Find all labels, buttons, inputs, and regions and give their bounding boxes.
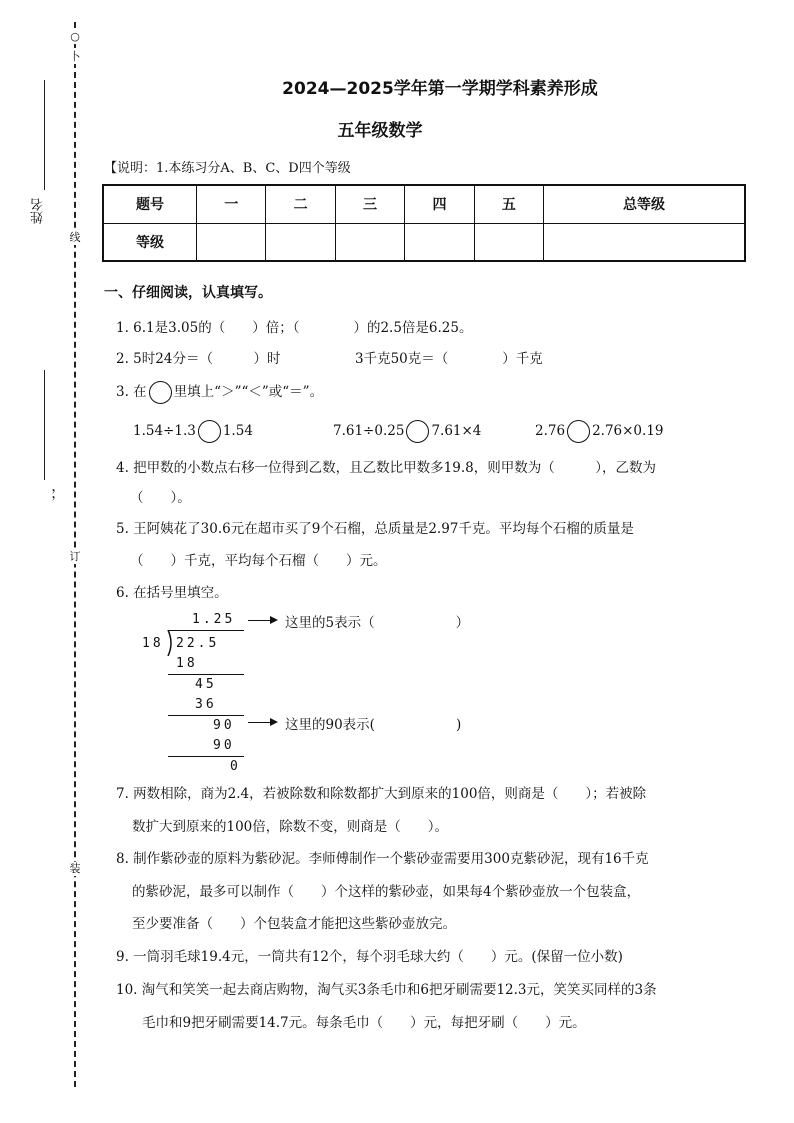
grade-cell[interactable] — [474, 223, 543, 261]
exam-note: 【说明：1.本练习分A、B、C、D四个等级 — [104, 161, 351, 176]
question-3-suffix: 里填上“＞”“＜”或“＝”。 — [173, 384, 324, 400]
question-3 — [116, 380, 323, 404]
division-label-2: 这里的90表示( ) — [285, 717, 462, 733]
grade-cell[interactable] — [335, 223, 404, 261]
compare-answer-circle[interactable] — [567, 420, 590, 443]
grade-table-header-cell: 三 — [335, 185, 404, 223]
compare-left: 2.76 — [535, 423, 566, 439]
compare-answer-circle[interactable] — [198, 420, 221, 443]
student-name-label: 姓名 — [31, 198, 46, 224]
binding-label-xian: 线 — [66, 231, 84, 245]
arrow-right-icon — [248, 722, 276, 723]
question-4-line-1: 4. 把甲数的小数点右移一位得到乙数，且乙数比甲数多19.8，则甲数为（ ），乙数为 — [116, 460, 656, 476]
question-10-line-1: 10. 淘气和笑笑一起去商店购物，淘气买3条毛巾和6把牙刷需要12.3元，笑笑买同样的3条 — [116, 982, 657, 998]
division-quotient: 1.25 — [192, 612, 236, 627]
section-1-title: 一、仔细阅读，认真填写。 — [104, 285, 272, 301]
division-rule — [168, 756, 244, 757]
margin-commas: ，， — [40, 488, 56, 509]
grade-row-label: 等级 — [103, 223, 197, 261]
student-name-line[interactable] — [44, 80, 45, 190]
compare-answer-circle[interactable] — [406, 420, 429, 443]
grade-table-header-cell: 题号 — [103, 185, 197, 223]
compare-item-3 — [535, 420, 664, 443]
division-rule — [168, 674, 244, 675]
arrow-right-icon — [248, 620, 276, 621]
exam-title: 2024—2025学年第一学期学科素养形成 — [282, 79, 598, 99]
division-divisor: 18 — [142, 636, 164, 651]
division-bracket — [164, 630, 176, 656]
grade-cell[interactable] — [544, 223, 745, 261]
compare-right: 7.61×4 — [431, 423, 482, 439]
compare-item-1 — [133, 420, 253, 443]
division-remainder: 0 — [230, 759, 241, 774]
compare-left: 7.61÷0.25 — [333, 423, 405, 439]
student-info-line[interactable] — [44, 370, 45, 480]
compare-right: 2.76×0.19 — [592, 423, 664, 439]
grade-table-header-cell: 一 — [197, 185, 266, 223]
binding-label-ding: 订 — [66, 550, 84, 564]
division-bar — [168, 630, 244, 631]
grade-table-header-cell: 总等级 — [544, 185, 745, 223]
question-8-line-3: 至少要准备（ ）个包装盒才能把这些紫砂壶放完。 — [132, 916, 456, 932]
question-7-line-2: 数扩大到原来的100倍，除数不变，则商是（ ）。 — [132, 819, 449, 835]
grade-cell[interactable] — [405, 223, 474, 261]
compare-item-2 — [333, 420, 481, 443]
grade-cell[interactable] — [266, 223, 335, 261]
question-4-line-2: （ ）。 — [130, 490, 191, 506]
question-7-line-1: 7. 两数相除，商为2.4，若被除数和除数都扩大到原来的100倍，则商是（ ）；若被除 — [116, 786, 647, 802]
question-5-line-1: 5. 王阿姨花了30.6元在超市买了9个石榴，总质量是2.97千克。平均每个石榴的质量是 — [116, 521, 634, 537]
compare-right: 1.54 — [222, 423, 253, 439]
exam-subtitle: 五年级数学 — [337, 121, 423, 141]
question-8-line-2: 的紫砂泥，最多可以制作（ ）个这样的紫砂壶，如果每4个紫砂壶放一个包装盒， — [132, 884, 641, 900]
compare-circle — [149, 381, 172, 404]
binding-mark-second: 卜 — [66, 50, 84, 64]
question-2a: 2. 5时24分＝（ ）时 — [116, 351, 281, 367]
division-label-1: 这里的5表示（ ） — [285, 615, 470, 631]
division-step: 18 — [176, 656, 198, 671]
question-10-line-2: 毛巾和9把牙刷需要14.7元。每条毛巾（ ）元，每把牙刷（ ）元。 — [142, 1015, 586, 1031]
question-5-line-2: （ ）千克，平均每个石榴（ ）元。 — [130, 553, 387, 569]
grade-table-header-cell: 四 — [405, 185, 474, 223]
grade-table-header-cell: 二 — [266, 185, 335, 223]
question-1: 1. 6.1是3.05的（ ）倍；（ ）的2.5倍是6.25。 — [116, 320, 473, 336]
compare-left: 1.54÷1.3 — [133, 423, 196, 439]
grade-table — [102, 184, 746, 262]
grade-table-header-row — [103, 185, 745, 223]
binding-mark-top: ○ — [66, 30, 84, 44]
division-step: 36 — [195, 697, 217, 712]
division-step: 45 — [195, 677, 217, 692]
division-rule — [168, 715, 244, 716]
question-3-prefix: 3. 在 — [116, 384, 147, 400]
question-6: 6. 在括号里填空。 — [116, 585, 228, 601]
division-dividend: 22.5 — [176, 636, 220, 651]
division-step: 90 — [213, 718, 235, 733]
grade-table-header-cell: 五 — [474, 185, 543, 223]
question-8-line-1: 8. 制作紫砂壶的原料为紫砂泥。李师傅制作一个紫砂壶需要用300克紫砂泥，现有16千克 — [116, 851, 649, 867]
binding-label-zhuang: 装 — [66, 862, 84, 876]
grade-cell[interactable] — [197, 223, 266, 261]
question-9: 9. 一筒羽毛球19.4元，一筒共有12个，每个羽毛球大约（ ）元。(保留一位小数) — [116, 949, 623, 965]
division-step: 90 — [213, 738, 235, 753]
question-2b: 3千克50克＝（ ）千克 — [355, 351, 543, 367]
grade-table-grade-row — [103, 223, 745, 261]
